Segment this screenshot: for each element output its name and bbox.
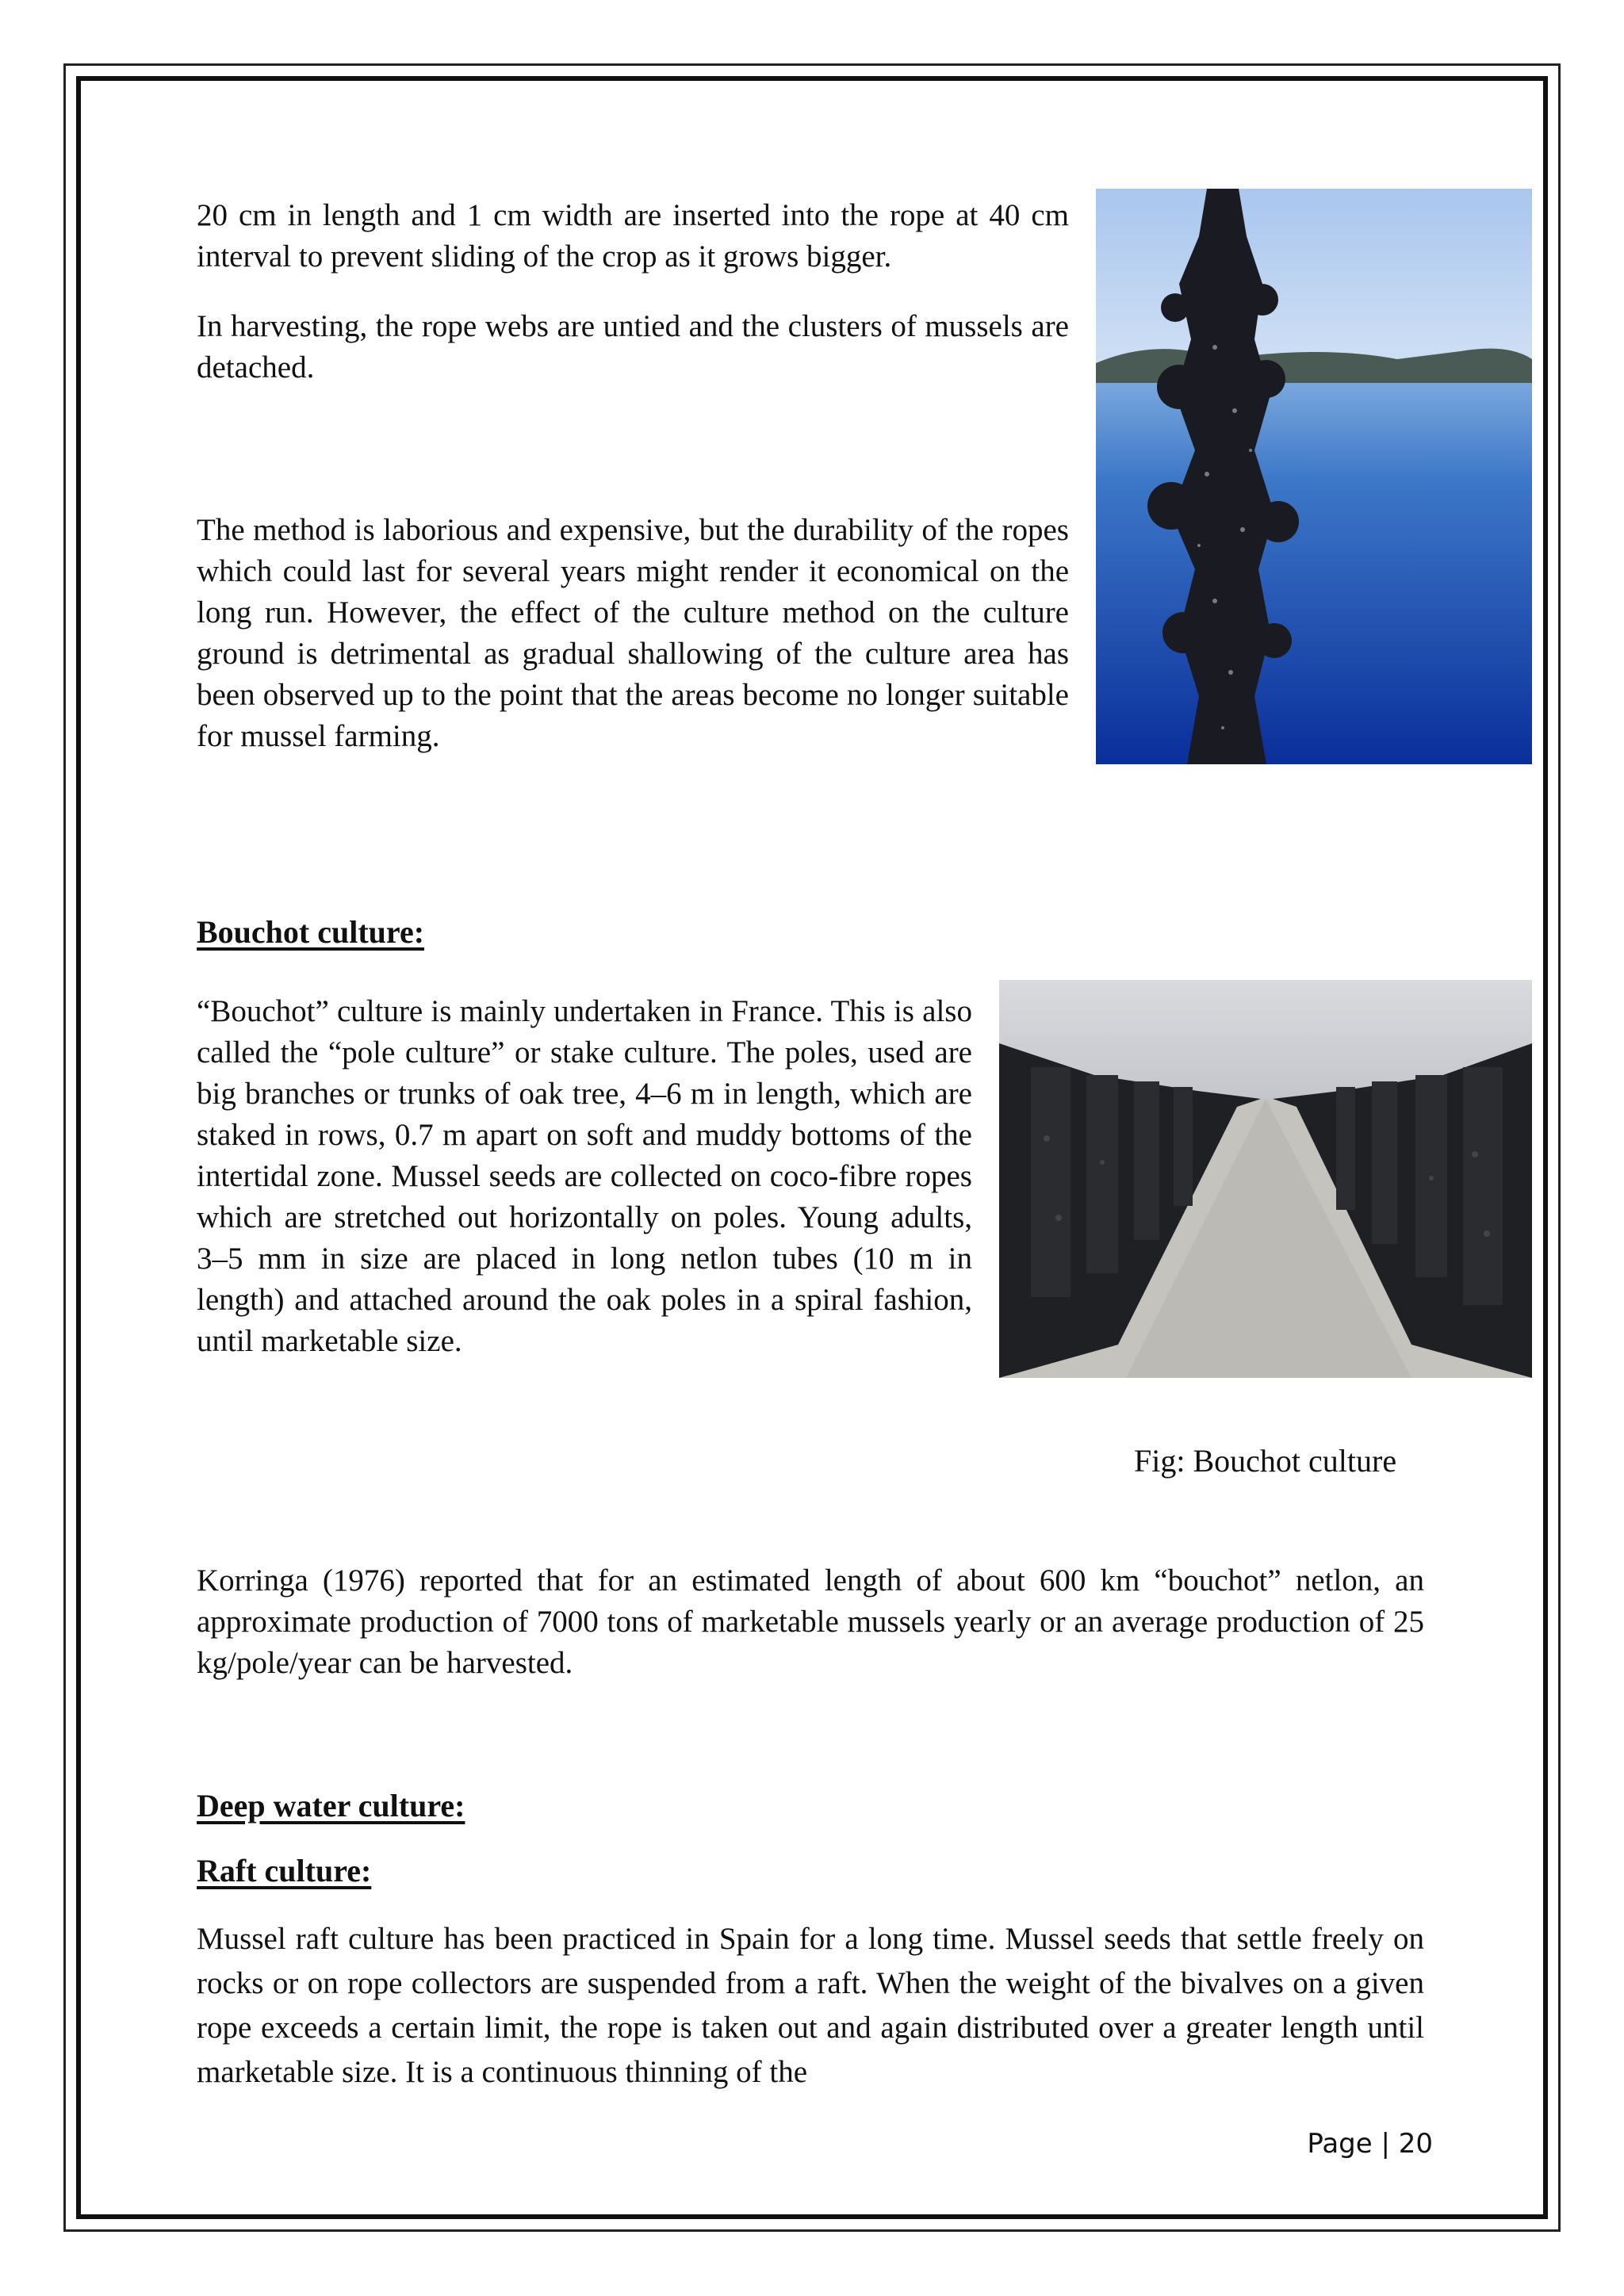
mussel-rope-photo [1096, 189, 1532, 764]
paragraph-rope-spacing: 20 cm in length and 1 cm width are inserted into the rope at 40 cm interval to prevent sliding of the crop as it grows bigger. [197, 198, 1069, 274]
paragraph-korringa: Korringa (1976) reported that for an estimated length of about 600 km “bouchot” netlon, an approximate production of 7000 tons of marketable mussels yearly or an average production of 25 kg/pole/year can be harvested. [197, 1563, 1424, 1680]
bouchot-poles-photo [999, 980, 1532, 1378]
heading-bouchot-culture: Bouchot culture: [197, 914, 425, 950]
heading-deep-water-culture: Deep water culture: [197, 1788, 465, 1823]
page-number-footer: Page | 20 [1307, 2128, 1433, 2160]
heading-raft-culture: Raft culture: [197, 1853, 372, 1888]
paragraph-harvesting: In harvesting, the rope webs are untied and the clusters of mussels are detached. [197, 309, 1069, 385]
paragraph-raft-culture: Mussel raft culture has been practiced in Spain for a long time. Mussel seeds that settle freely on rocks or on rope collectors are suspended from a raft. When the weight of the bivalves on a given rope exceeds a certain limit, the rope is taken out and again distributed over a greater length until marketable size. It is a continuous thinning of the [197, 1922, 1424, 2089]
paragraph-method-cost: The method is laborious and expensive, but the durability of the ropes which could last for several years might render it economical on the long run. However, the effect of the culture method on the culture ground is detrimental as gradual shallowing of the culture area has been observed up to the point that the areas become no longer suitable for mussel farming. [197, 513, 1069, 753]
paragraph-bouchot-description: “Bouchot” culture is mainly undertaken in France. This is also called the “pole culture” or stake culture. The poles, used are big branches or trunks of oak tree, 4–6 m in length, which are staked in rows, 0.7 m apart on soft and muddy bottoms of the intertidal zone. Mussel seeds are collected on coco-fibre ropes which are stretched out horizontally on poles. Young adults, 3–5 mm in size are placed in long netlon tubes (10 m in length) and attached around the oak poles in a spiral fashion, until marketable size. [197, 994, 972, 1358]
figure-caption-bouchot: Fig: Bouchot culture [1134, 1443, 1397, 1479]
